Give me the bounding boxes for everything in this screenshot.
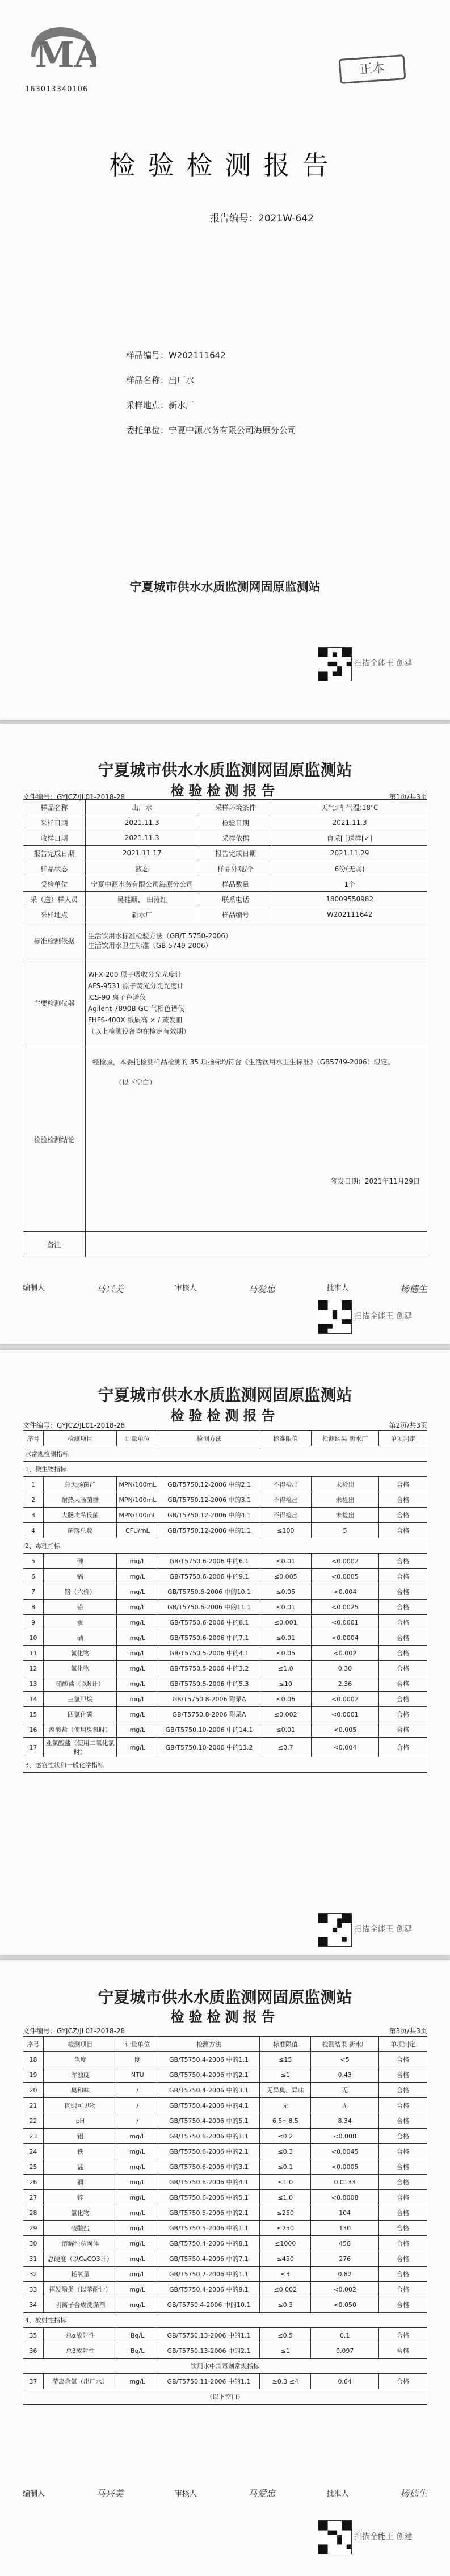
instruments-row: 主要检测仪器 WFX-200 原子吸收分光光度计 AFS-9531 原子荧光分光光度计 ICS-90 离子色谱仪 Agilent 7890B GC 气相色谱仪 FHFS-400X 纸质高 × / 蒸发皿 （以上检测设备均在检定有效期） [23,959,427,1047]
info-row: 受检单位 宁夏中源水务有限公司海原分公司 样品数量 1个 [23,876,427,892]
page4-institution: 宁夏城市供水水质监测网固原监测站 [98,1988,352,2007]
table-row: 14 三氯甲烷 mg/L GB/T5750.8-2006 附录A ≤0.06 <0.0002 合格 [23,1692,427,1707]
report-number: 报告编号：2021W-642 [210,213,314,224]
ma-logo [28,23,96,74]
table-row: 31 总硬度（以CaCO3计） mg/L GB/T5750.4-2006 中的7.1 ≤450 276 合格 [23,2251,427,2267]
conclusion-row: 检验检测结论 经检验，本委托检测样品检测的 35 项指标均符合《生活饮用水卫生标准》（GB5749-2006）限定。 （以下空白） 签发日期：2021年11月29日 [23,1047,427,1232]
end-row: （以下空白） [23,2389,427,2405]
field-sample-name: 样品名称：出厂水 [126,375,195,385]
table-row: 24 铁 mg/L GB/T5750.6-2006 中的2.1 ≤0.3 <0.0045 合格 [23,2144,427,2159]
table-row: 30 溶解性总固体 mg/L GB/T5750.4-2006 中的8.1 ≤1000 458 合格 [23,2236,427,2251]
table-row: 26 铜 mg/L GB/T5750.6-2006 中的4.1 ≤1.0 0.0133 合格 [23,2175,427,2190]
table-row: 12 氟化物 mg/L GB/T5750.5-2006 中的3.2 ≤1.0 0.30 合格 [23,1661,427,1676]
info-row: 采样地点 新水厂 样品编号 W202111642 [23,907,427,922]
cover-fields [126,343,296,443]
qr-code-icon [318,2520,352,2554]
info-row: 收样日期 2021.11.3 采样依据 自采[ ]送样[✓] [23,830,427,846]
section-row: 3、感官性状和一般化学指标 [23,1757,427,1773]
table-row: 7 铬（六价） mg/L GB/T5750.6-2006 中的10.1 ≤0.05 <0.004 合格 [23,1584,427,1600]
qr-code-icon [318,1300,352,1334]
conclusion-text: 经检验，本委托检测样品检测的 35 项指标均符合《生活饮用水卫生标准》（GB5749-2006）限定。 [92,1058,394,1066]
page3-subtitle: 检验检测报告 [170,1407,280,1424]
table-row: 28 氯化物 mg/L GB/T5750.5-2006 中的2.1 ≤250 104 合格 [23,2205,427,2221]
section-row: 1、微生物指标 [23,1462,427,1477]
section-row: 饮用水中消毒剂常规指标 [23,2359,427,2374]
table-row: 34 阴离子合成洗涤剂 mg/L GB/T5750.4-2006 中的10.1 ≤0.3 <0.050 合格 [23,2297,427,2313]
table-row: 22 pH / GB/T5750.4-2006 中的5.1 6.5～8.5 8.34 合格 [23,2113,427,2129]
page3-doc-number: 文件编号：GYJCZ/JL01-2018-28 [23,1421,125,1429]
table-row: 29 硫酸盐 mg/L GB/T5750.5-2006 中的1.1 ≤250 130 合格 [23,2221,427,2236]
page2-signatures: 编制人 马兴美 审核人 马爱忠 批准人 杨德生 [23,1283,427,1294]
ma-number: 163013340106 [25,85,89,94]
table-row: 27 锌 mg/L GB/T5750.6-2006 中的5.1 ≤1.0 <0.0008 合格 [23,2190,427,2205]
cover-institution: 宁夏城市供水水质监测网固原监测站 [129,580,321,594]
table-row: 5 砷 mg/L GB/T5750.6-2006 中的6.1 ≤0.01 <0.0002 合格 [23,1554,427,1569]
scanner-credit: 扫描全能王 创建 [354,1925,413,1934]
scanner-credit: 扫描全能王 创建 [354,1312,413,1321]
table-row: 15 四氯化碳 mg/L GB/T5750.8-2006 附录A ≤0.002 <0.0001 合格 [23,1707,427,1722]
page4-signatures: 编制人 马兴美 审核人 马爱忠 批准人 杨德生 [23,2488,427,2499]
results-table-1 [23,1430,427,1773]
table-row: 37 游离余氯（出厂水） mg/L GB/T5750.11-2006 中的1.1 ≥0.3 ≤4 0.64 合格 [23,2374,427,2389]
info-row: 报告完成日期 2021.11.17 报告完成日期 2021.11.29 [23,846,427,861]
standard-row: 标准检测依据 生活饮用水标准检验方法（GB/T 5750-2006） 生活饮用水卫生标准（GB 5749-2006） [23,922,427,959]
table-row: 16 溴酸盐（使用臭氧时） mg/L GB/T5750.10-2006 中的14.1 ≤0.01 <0.005 合格 [23,1722,427,1738]
info-row: 采样日期 2021.11.3 检验日期 2021.11.3 [23,815,427,830]
ma-logo-text: MA [35,34,96,74]
report-title: 检验检测报告 [109,150,341,181]
page4-page-number: 第3页/共3页 [389,2027,427,2035]
info-row: 样品名称 出厂水 采样环境条件 天气:晴 气温:18℃ [23,800,427,815]
page4-subtitle: 检验检测报告 [170,2008,280,2025]
table-row: 2 耐热大肠菌群 MPN/100mL GB/T5750.12-2006 中的3.1 不得检出 未检出 合格 [23,1492,427,1508]
info-row: 样品状态 液态 样品外观/个 6份(无弱) [23,861,427,876]
table-row: 33 挥发酚类（以苯酚计） mg/L GB/T5750.4-2006 中的9.1 ≤0.002 <0.002 合格 [23,2282,427,2297]
table-row: 4 菌落总数 CFU/mL GB/T5750.12-2006 中的1.1 ≤100 5 合格 [23,1523,427,1538]
page2-institution: 宁夏城市供水水质监测网固原监测站 [98,761,352,779]
conclusion-note: （以下空白） [115,1079,156,1086]
table-row: 25 锰 mg/L GB/T5750.6-2006 中的3.1 ≤0.1 <0.0005 合格 [23,2159,427,2175]
table-row: 32 耗氧量 mg/L GB/T5750.7-2006 中的1.1 ≤3 0.82 合格 [23,2267,427,2282]
page3-institution: 宁夏城市供水水质监测网固原监测站 [98,1386,352,1404]
results-table-2 [23,2036,427,2405]
page2-page-number: 第1页/共3页 [389,793,427,801]
table-row: 36 总β放射性 Bq/L GB/T5750.13-2006 中的2.1 ≤1 0.097 合格 [23,2343,427,2359]
table-row: 6 镉 mg/L GB/T5750.6-2006 中的9.1 ≤0.005 <0.0005 合格 [23,1569,427,1584]
sample-info-table [23,799,427,1257]
table-row: 9 汞 mg/L GB/T5750.6-2006 中的8.1 ≤0.001 <0.0001 合格 [23,1615,427,1630]
table-row: 23 铝 mg/L GB/T5750.6-2006 中的1.1 ≤0.2 <0.008 合格 [23,2129,427,2144]
section-row: 水常规检测指标 [23,1446,427,1462]
table-row: 8 铅 mg/L GB/T5750.6-2006 中的11.1 ≤0.01 <0.0025 合格 [23,1600,427,1615]
page2-subtitle: 检验检测报告 [170,782,280,799]
field-client: 委托单位：宁夏中源水务有限公司海原分公司 [126,425,297,435]
page4-doc-number: 文件编号：GYJCZ/JL01-2018-28 [23,2027,125,2035]
table-row: 21 肉眼可见物 / GB/T5750.4-2006 中的4.1 无 无 合格 [23,2098,427,2113]
table-header: 序号 检测项目 计量单位 检测方法 标准限值 检测结果 新水厂 单项判定 [23,2037,427,2052]
table-row: 3 大肠埃希氏菌 MPN/100mL GB/T5750.12-2006 中的4.1 不得检出 未检出 合格 [23,1508,427,1523]
table-row: 18 色度 度 GB/T5750.4-2006 中的1.1 ≤15 <5 合格 [23,2052,427,2067]
table-row: 20 臭和味 / GB/T5750.4-2006 中的3.1 无异臭、异味 无 合格 [23,2083,427,2098]
table-row: 1 总大肠菌群 MPN/100mL GB/T5750.12-2006 中的2.1 不得检出 未检出 合格 [23,1477,427,1492]
page3-page-number: 第2页/共3页 [389,1421,427,1429]
table-header: 序号 检测项目 计量单位 检测方法 标准限值 检测结果 新水厂 单项判定 [23,1431,427,1446]
table-row: 19 浑浊度 NTU GB/T5750.4-2006 中的2.1 ≤1 0.43 合格 [23,2067,427,2083]
table-row: 11 氰化物 mg/L GB/T5750.5-2006 中的4.1 ≤0.05 <0.002 合格 [23,1646,427,1661]
page2-doc-number: 文件编号：GYJCZ/JL01-2018-28 [23,793,125,801]
table-row: 35 总α放射性 Bq/L GB/T5750.13-2006 中的1.1 ≤0.5 0.1 合格 [23,2328,427,2343]
table-row: 10 硒 mg/L GB/T5750.6-2006 中的7.1 ≤0.01 <0.0004 合格 [23,1630,427,1646]
scanner-credit: 扫描全能王 创建 [354,2532,413,2541]
cover-page [0,0,450,720]
info-row: 采（送）样人员 吴桂顺、 田涛红 联系电话 18009550982 [23,892,427,907]
field-sample-site: 采样地点：新水厂 [126,400,195,410]
section-row: 4、放射性指标 [23,2313,427,2328]
field-sample-no: 样品编号：W202111642 [126,350,226,360]
scanner-credit: 扫描全能王 创建 [354,659,413,668]
remarks-row: 备注 [23,1232,427,1257]
qr-code-icon [318,1913,352,1947]
qr-code-icon [318,647,352,681]
issue-date: 签发日期：2021年11月29日 [330,1177,420,1185]
table-row: 17 亚氯酸盐（使用二氧化氯时） mg/L GB/T5750.10-2006 中的13.2 ≤0.7 <0.004 合格 [23,1738,427,1757]
section-row: 2、毒理指标 [23,1538,427,1554]
original-stamp: 正本 [339,54,406,84]
table-row: 13 硝酸盐（以N计） mg/L GB/T5750.5-2006 中的5.3 ≤10 2.36 合格 [23,1676,427,1692]
